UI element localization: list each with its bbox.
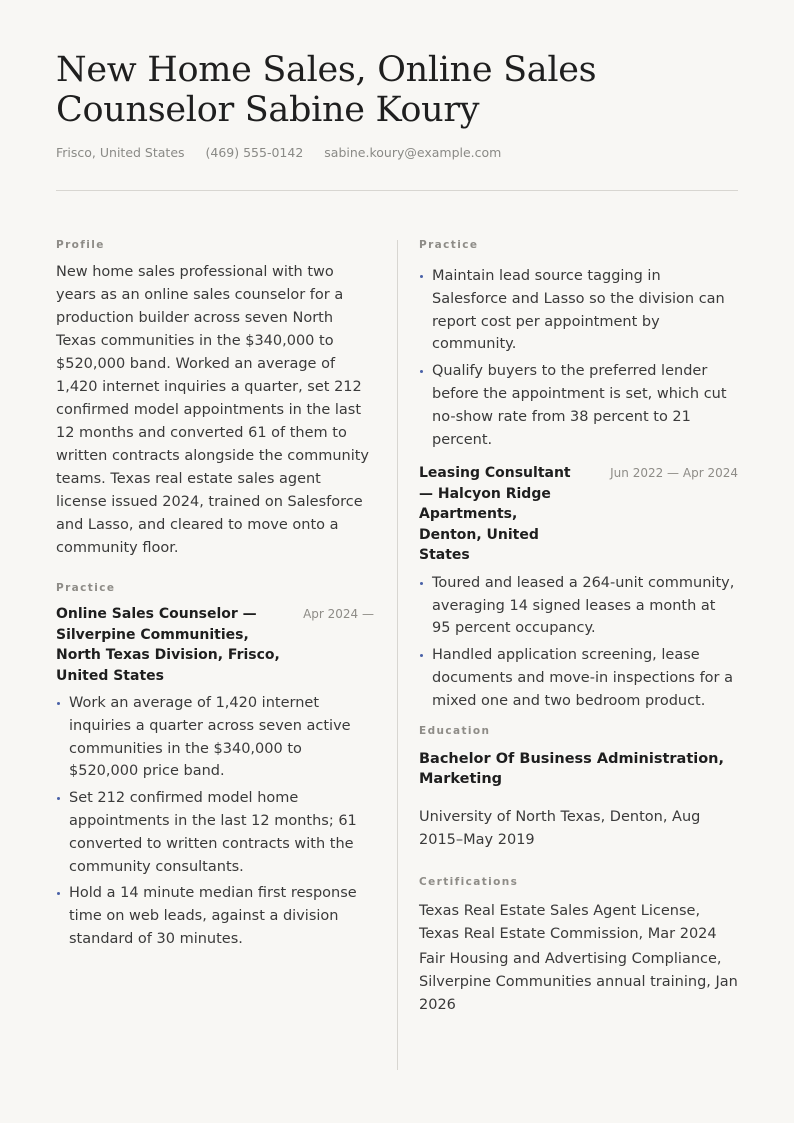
header-divider xyxy=(56,190,738,191)
job-bullets xyxy=(419,265,738,451)
profile-section xyxy=(56,239,374,560)
column-divider xyxy=(397,240,398,1070)
certification-item: Texas Real Estate Sales Agent License, Texas Real Estate Commission, Mar 2024 xyxy=(419,902,717,942)
job-date: Jun 2022 — Apr 2024 xyxy=(610,466,738,481)
job-bullets xyxy=(56,692,374,951)
education-heading: Education xyxy=(419,724,491,737)
contact-email: sabine.koury@example.com xyxy=(324,145,502,160)
list-item: Qualify buyers to the preferred lender before the appointment is set, which cut no-show rate from 38 percent to 21 percent. xyxy=(419,360,738,451)
job-title: Leasing Consultant — Halcyon Ridge Apartments, Denton, United States xyxy=(419,465,571,564)
practice-heading: Practice xyxy=(419,239,479,251)
contact-phone: (469) 555-0142 xyxy=(205,145,304,160)
certifications-section xyxy=(419,876,738,1017)
list-item: Work an average of 1,420 internet inquiries a quarter across seven active communities in the $340,000 to $520,000 price band. xyxy=(56,692,374,783)
practice-section-left xyxy=(56,582,374,951)
school-info: University of North Texas, Denton, Aug 2015–May 2019 xyxy=(419,808,701,848)
job-title: Online Sales Counselor — Silverpine Communities, North Texas Division, Frisco, United States xyxy=(56,606,280,684)
list-item: Set 212 confirmed model home appointments in the last 12 months; 61 converted to written contracts with the community consultants. xyxy=(56,787,374,878)
education-section xyxy=(419,725,738,852)
list-item: Hold a 14 minute median first response time on web leads, against a division standard of 30 minutes. xyxy=(56,882,374,950)
certification-item: Fair Housing and Advertising Compliance, Silverpine Communities annual training, Jan 2026 xyxy=(419,950,738,1013)
right-column xyxy=(419,239,738,1017)
job-bullets xyxy=(419,572,738,713)
list-item: Handled application screening, lease documents and move-in inspections for a mixed one and two bedroom product. xyxy=(419,644,738,712)
candidate-name xyxy=(56,50,738,130)
resume-header xyxy=(56,50,738,160)
name-line-1: New Home Sales, Online Sales xyxy=(56,50,597,90)
name-line-2: Counselor Sabine Koury xyxy=(56,90,480,130)
certifications-heading: Certifications xyxy=(419,875,519,888)
contact-row xyxy=(56,145,738,160)
degree-title: Bachelor Of Business Administration, Marketing xyxy=(419,750,725,788)
list-item: Maintain lead source tagging in Salesforce and Lasso so the division can report cost per appointment by community. xyxy=(419,265,738,356)
profile-heading: Profile xyxy=(56,239,105,251)
job-header xyxy=(419,463,738,566)
practice-section-right xyxy=(419,239,738,713)
list-item: Toured and leased a 264-unit community, averaging 14 signed leases a month at 95 percent occupancy. xyxy=(419,572,738,640)
job-header xyxy=(56,604,374,686)
left-column xyxy=(56,239,374,955)
practice-heading: Practice xyxy=(56,582,116,594)
job-date: Apr 2024 — xyxy=(303,607,374,621)
profile-text: New home sales professional with two years as an online sales counselor for a production builder across seven North Texas communities in the $340,000 to $520,000 band. Worked an average of 1,420 internet inquiries a quarter, set 212 confirmed model appointments in the last 12 months and converted 61 of them to written contracts alongside the community teams. Texas real estate sales agent license issued 2024, trained on Salesforce and Lasso, and cleared to move onto a community floor. xyxy=(56,264,369,556)
contact-location: Frisco, United States xyxy=(56,145,185,160)
